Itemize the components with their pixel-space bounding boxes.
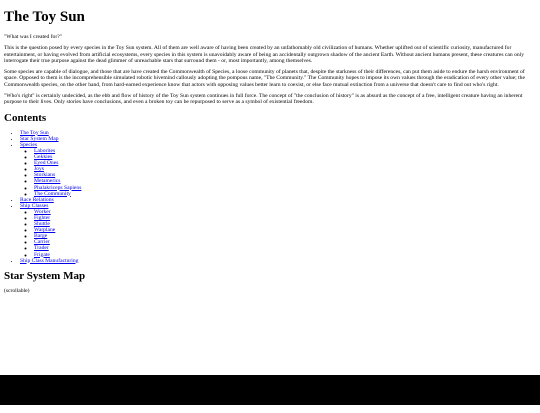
toc-link-the-community[interactable]: The Community <box>34 190 71 197</box>
toc-link-worker[interactable]: Worker <box>34 208 51 215</box>
toc-link-metamerics[interactable]: Metamerics <box>34 178 61 185</box>
toc-link-gekkies[interactable]: Gekkies <box>34 154 53 161</box>
toc-link-ship-class-manufacturing[interactable]: Ship Class Manufacturing <box>20 257 79 264</box>
toc-link-barge[interactable]: Barge <box>34 233 48 240</box>
toc-link-star-system-map[interactable]: Star System Map <box>20 135 59 142</box>
intro-paragraph-3: "Who's right" is certainly undecided, as the ebb and flow of history of the Toy Sun system continues in full force. The concept of "the conclusion of history" is as absurd as the concept of a free, intelligent creature having an inherent purpose to their lives. Only stories have conclusions, and even a broken toy can be repurposed to serve as a symbol of existential freedom. <box>4 93 523 106</box>
toc-sublist-species <box>20 148 536 197</box>
star-system-map-viewport[interactable] <box>0 375 540 405</box>
table-of-contents <box>4 130 536 264</box>
toc-link-phalakriceps-sapiens[interactable]: Phalakriceps Sapiens <box>34 184 82 191</box>
contents-heading: Contents <box>4 111 47 124</box>
toc-link-shuttle[interactable]: Shuttle <box>34 221 50 228</box>
toc-link-laborites[interactable]: Laborites <box>34 147 56 154</box>
toc-link-eyed-ones[interactable]: Eyed Ones <box>34 160 59 167</box>
toc-item <box>20 203 536 258</box>
toc-link-joys[interactable]: Joys <box>34 166 44 173</box>
toc-link-carrier[interactable]: Carrier <box>34 239 50 246</box>
toc-link-fighter[interactable]: Fighter <box>34 214 51 221</box>
toc-link-storkians[interactable]: Storkians <box>34 172 56 179</box>
toc-link-warplane[interactable]: Warplane <box>34 227 56 234</box>
toc-link-ship-classes[interactable]: Ship Classes <box>20 202 49 209</box>
toc-item <box>20 142 536 197</box>
intro-paragraph-2: Some species are capable of dialogue, and those that are have created the Commonwealth of Species, a loose community of planets that, despite the starkness of their differences, can put them aside to endure the harsh environment of space. Opposed to them is the incomprehensible simulated robotic hivemind callously adopting the pompous name, "The Community." The Community hopes to impose its own values through the eradication of every other value; the Commonwealth species, on the other hand, from hard-earned experience know that actors with opposing values better learn to coexist, or else face mutual extinction from a universe that doesn't care to find out who's right. <box>4 69 525 88</box>
toc-link-the-toy-sun[interactable]: The Toy Sun <box>20 129 49 136</box>
map-scroll-note: (scrollable) <box>4 287 30 294</box>
intro-quote: "What was I created for?" <box>4 34 62 40</box>
article <box>0 8 540 295</box>
toc-link-race-relations[interactable]: Race Relations <box>20 196 54 203</box>
toc-item <box>20 258 536 264</box>
toc-link-frigate[interactable]: Frigate <box>34 251 50 258</box>
toc-link-species[interactable]: Species <box>20 141 38 148</box>
toc-link-trader[interactable]: Trader <box>34 245 49 252</box>
intro-paragraph-1: This is the question posed by every species in the Toy Sun system. All of them are well aware of having been created by an unfathomably old civilization of humans. Whether uplifted out of scientific curiosity, manufactured for entertainment, or having evolved from artificial ecosystems, every species in this system is unavoidably aware of being an accidentally outgrown shadow of the ancient Earth. Without ancient humans present, these creatures can only interrogate their true purpose against the dead glimmer of unreachable stars that surround them - or, most importantly, among themselves. <box>4 45 525 64</box>
toc-sublist-ship-classes <box>20 209 536 258</box>
page-title: The Toy Sun <box>4 9 85 25</box>
map-heading: Star System Map <box>4 269 86 282</box>
